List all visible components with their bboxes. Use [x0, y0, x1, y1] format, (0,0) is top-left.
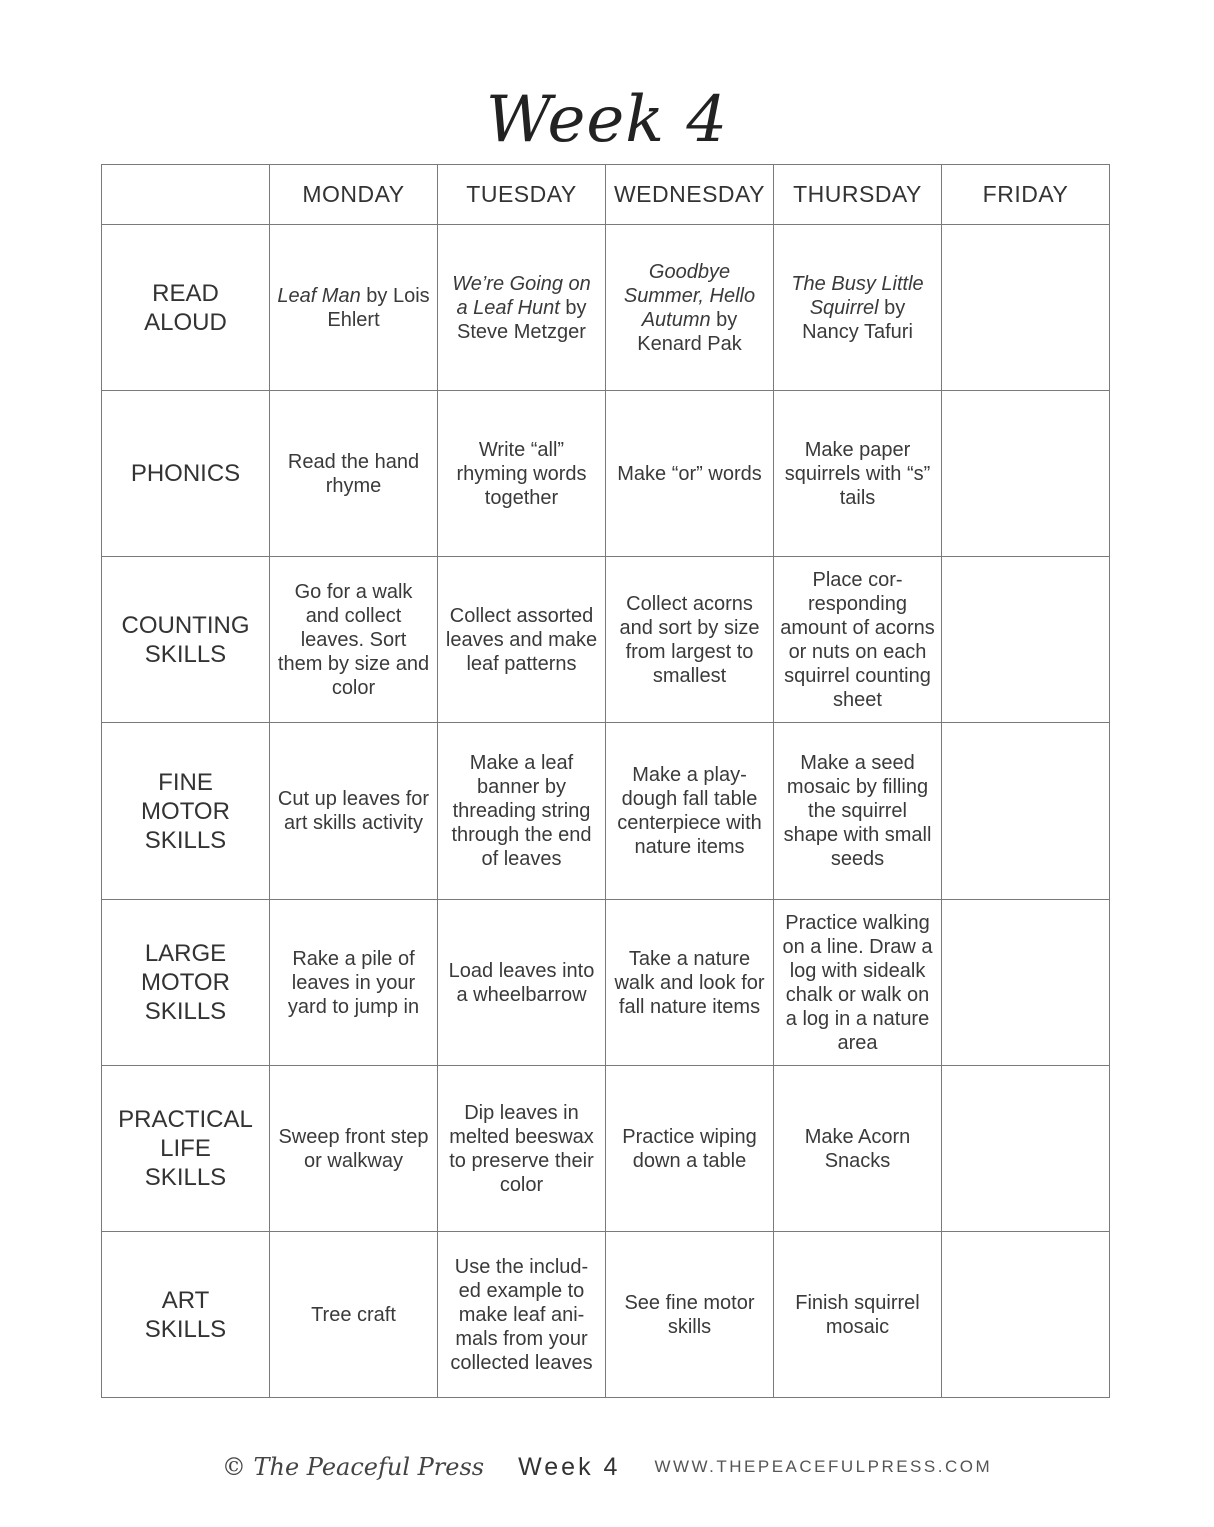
- header-tuesday: TUESDAY: [438, 165, 606, 225]
- table-cell: [774, 1232, 942, 1398]
- cell-text: Tree craft: [311, 1303, 396, 1326]
- row-label: PRACTICAL LIFE SKILLS: [102, 1066, 270, 1232]
- cell-text: by Nancy Tafuri: [802, 296, 913, 343]
- book-title: We’re Going on a Leaf Hunt: [452, 272, 591, 319]
- cell-text: Make paper squirrels with “s” tails: [784, 438, 931, 509]
- header-row: [102, 165, 1110, 225]
- table-row: [102, 900, 1110, 1066]
- book-title: The Busy Little Squirrel: [791, 272, 924, 319]
- page-footer: [0, 1445, 1214, 1489]
- table-cell: [942, 391, 1110, 557]
- table-cell: [774, 557, 942, 723]
- table-cell: [438, 1066, 606, 1232]
- table-cell: [270, 225, 438, 391]
- table-row: [102, 225, 1110, 391]
- table-cell: [774, 391, 942, 557]
- table-cell: [270, 900, 438, 1066]
- cell-text: Dip leaves in melted beeswax to preserve their color: [449, 1101, 594, 1196]
- row-label: ART SKILLS: [102, 1232, 270, 1398]
- table-cell: [438, 1232, 606, 1398]
- row-label: COUNTING SKILLS: [102, 557, 270, 723]
- table-cell: [270, 1066, 438, 1232]
- table-row: [102, 1066, 1110, 1232]
- cell-text: Sweep front step or walkway: [278, 1125, 429, 1172]
- table-cell: [942, 900, 1110, 1066]
- cell-text: Read the hand rhyme: [287, 450, 420, 497]
- table-cell: [606, 1066, 774, 1232]
- cell-text: See fine motor skills: [624, 1291, 755, 1338]
- table-cell: [438, 225, 606, 391]
- table-cell: [774, 1066, 942, 1232]
- cell-text: Collect assorted leaves and make leaf patterns: [445, 604, 598, 675]
- book-title: Leaf Man: [277, 284, 361, 307]
- cell-text: Take a nature walk and look for fall nature items: [614, 947, 765, 1018]
- table-cell: [774, 900, 942, 1066]
- cell-text: Make Acorn Snacks: [804, 1125, 911, 1172]
- cell-text: Collect acorns and sort by size from largest to smallest: [619, 592, 760, 687]
- table-cell: [606, 225, 774, 391]
- table-row: [102, 723, 1110, 900]
- table-cell: [942, 1232, 1110, 1398]
- table-cell: [270, 723, 438, 900]
- table-cell: [438, 391, 606, 557]
- row-label: PHONICS: [102, 391, 270, 557]
- cell-text: by Lois Ehlert: [327, 284, 430, 331]
- cell-text: Practice walking on a line. Draw a log with sidealk chalk or walk on a log in a nature area: [782, 911, 933, 1054]
- cell-text: Finish squirrel mosaic: [795, 1291, 920, 1338]
- cell-text: Cut up leaves for art skills activity: [277, 788, 430, 834]
- cell-text: Make a seed mosaic by filling the squirrel shape with small seeds: [783, 752, 932, 870]
- cell-text: Place cor-responding amount of acorns or nuts on each squirrel counting sheet: [780, 568, 935, 711]
- header-monday: MONDAY: [270, 165, 438, 225]
- table-row: [102, 557, 1110, 723]
- table-cell: [606, 1232, 774, 1398]
- table-cell: [438, 900, 606, 1066]
- table-cell: [270, 557, 438, 723]
- table-cell: [606, 391, 774, 557]
- table-cell: [606, 900, 774, 1066]
- cell-text: Write “all” rhyming words together: [456, 438, 587, 509]
- book-title: Goodbye Summer, Hello Autumn: [623, 260, 756, 331]
- cell-text: Make “or” words: [617, 462, 762, 485]
- cell-text: Rake a pile of leaves in your yard to jump in: [287, 947, 420, 1018]
- footer-url: WWW.THEPEACEFULPRESS.COM: [654, 1457, 993, 1476]
- table-cell: [942, 1066, 1110, 1232]
- table-cell: [774, 723, 942, 900]
- table-cell: [942, 723, 1110, 900]
- cell-text: Go for a walk and collect leaves. Sort them by size and color: [277, 580, 430, 699]
- table-cell: [270, 391, 438, 557]
- row-label: FINE MOTOR SKILLS: [102, 723, 270, 900]
- page-title: Week 4: [485, 82, 729, 157]
- header-thursday: THURSDAY: [774, 165, 942, 225]
- cell-text: Use the includ-ed example to make leaf ani-mals from your collected leaves: [450, 1255, 593, 1374]
- cell-text: by Kenard Pak: [637, 308, 742, 355]
- table-cell: [606, 723, 774, 900]
- table-cell: [270, 1232, 438, 1398]
- table-cell: [774, 225, 942, 391]
- header-wednesday: WEDNESDAY: [606, 165, 774, 225]
- footer-brand: © The Peaceful Press: [221, 1453, 485, 1481]
- footer-week: Week 4: [518, 1452, 621, 1481]
- table-row: [102, 1232, 1110, 1398]
- header-friday: FRIDAY: [942, 165, 1110, 225]
- table-cell: [606, 557, 774, 723]
- row-label: READ ALOUD: [102, 225, 270, 391]
- header-corner: [102, 165, 270, 225]
- weekly-schedule-table: [101, 164, 1110, 1398]
- table-cell: [942, 557, 1110, 723]
- row-label: LARGE MOTOR SKILLS: [102, 900, 270, 1066]
- table-cell: [438, 723, 606, 900]
- cell-text: Make a play-dough fall table centerpiece with nature items: [617, 764, 762, 858]
- table-cell: [438, 557, 606, 723]
- cell-text: Practice wiping down a table: [622, 1125, 757, 1172]
- table-row: [102, 391, 1110, 557]
- cell-text: by Steve Metzger: [457, 296, 587, 343]
- cell-text: Load leaves into a wheelbarrow: [448, 959, 595, 1006]
- cell-text: Make a leaf banner by threading string through the end of leaves: [451, 752, 592, 870]
- table-cell: [942, 225, 1110, 391]
